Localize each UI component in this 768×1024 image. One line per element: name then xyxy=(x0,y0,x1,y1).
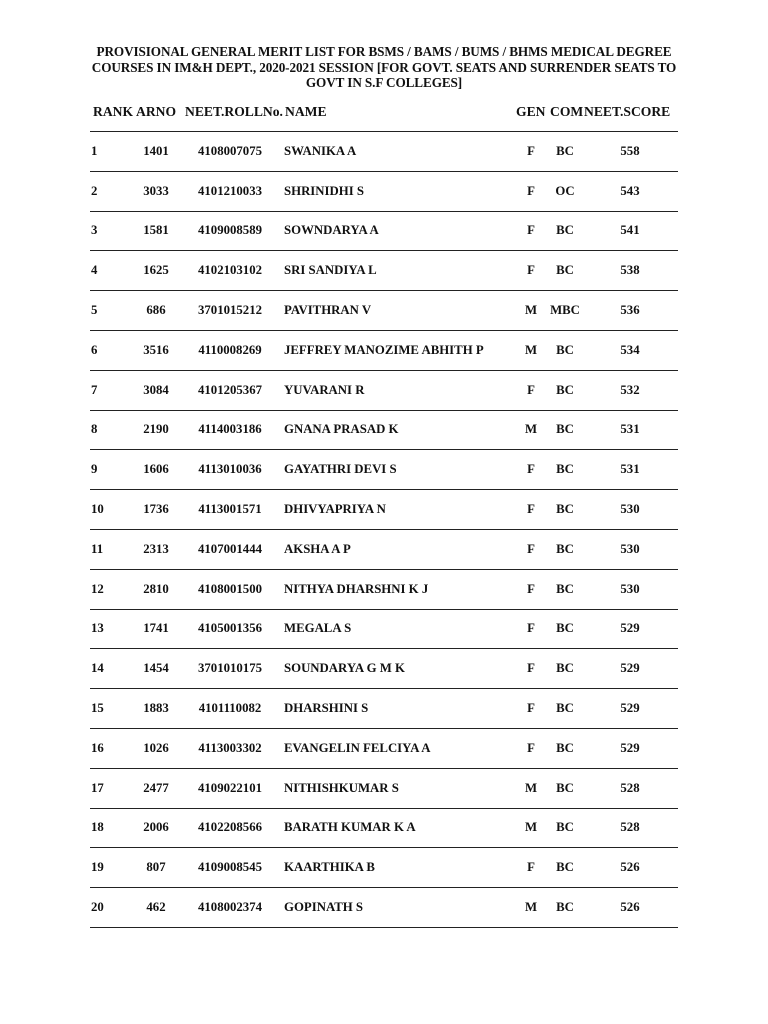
row-neet-score: 529 xyxy=(620,661,640,676)
row-name: PAVITHRAN V xyxy=(284,303,372,318)
row-com: BC xyxy=(556,900,574,915)
row-rank: 8 xyxy=(91,422,98,437)
table-row xyxy=(0,131,768,171)
row-com: BC xyxy=(556,223,574,238)
row-neet-score: 528 xyxy=(620,820,640,835)
table-row xyxy=(0,410,768,450)
row-com: BC xyxy=(556,342,574,357)
row-rank: 13 xyxy=(91,621,104,636)
row-com: BC xyxy=(556,263,574,278)
row-arno: 462 xyxy=(146,900,166,915)
row-gen: F xyxy=(527,143,535,158)
table-row xyxy=(0,529,768,569)
row-com: BC xyxy=(556,541,574,556)
row-neet-score: 529 xyxy=(620,701,640,716)
row-neet-roll: 4108002374 xyxy=(198,900,262,915)
row-gen: F xyxy=(527,223,535,238)
row-rank: 19 xyxy=(91,860,104,875)
row-neet-score: 529 xyxy=(620,621,640,636)
row-neet-roll: 4105001356 xyxy=(198,621,262,636)
title-line-2: COURSES IN IM&H DEPT., 2020-2021 SESSION [FOR GOVT. SEATS AND SURRENDER SEATS TO xyxy=(91,59,677,75)
table-row xyxy=(0,768,768,808)
row-arno: 1026 xyxy=(143,740,169,755)
row-com: BC xyxy=(556,462,574,477)
row-gen: F xyxy=(527,382,535,397)
row-gen: M xyxy=(524,820,538,835)
table-header xyxy=(0,96,768,128)
header-neet-score: NEET.SCORE xyxy=(584,104,671,119)
row-neet-roll: 4109008545 xyxy=(198,860,262,875)
row-neet-score: 532 xyxy=(620,382,640,397)
row-neet-score: 526 xyxy=(620,860,640,875)
row-arno: 2313 xyxy=(143,541,169,556)
table-row xyxy=(0,171,768,211)
row-com: BC xyxy=(556,502,574,517)
row-name: BARATH KUMAR K A xyxy=(284,820,416,835)
row-gen: F xyxy=(527,462,535,477)
row-neet-score: 530 xyxy=(620,541,640,556)
row-neet-score: 558 xyxy=(620,143,640,158)
row-name: SWANIKA A xyxy=(284,143,357,158)
row-neet-roll: 4102208566 xyxy=(198,820,262,835)
row-neet-roll: 4101205367 xyxy=(198,382,262,397)
row-com: BC xyxy=(556,701,574,716)
row-name: MEGALA S xyxy=(284,621,352,636)
row-com: BC xyxy=(556,143,574,158)
row-name: SHRINIDHI S xyxy=(284,183,365,198)
row-com: BC xyxy=(556,621,574,636)
title-line-1: PROVISIONAL GENERAL MERIT LIST FOR BSMS / BAMS / BUMS / BHMS MEDICAL DEGREE xyxy=(96,44,672,59)
row-arno: 2190 xyxy=(143,422,169,437)
row-name: NITHISHKUMAR S xyxy=(284,780,399,795)
row-gen: F xyxy=(527,541,535,556)
row-com: BC xyxy=(556,581,574,596)
row-arno: 1883 xyxy=(143,701,169,716)
row-rank: 1 xyxy=(91,143,98,158)
row-rank: 9 xyxy=(91,462,98,477)
row-gen: F xyxy=(527,740,535,755)
row-neet-roll: 4113003302 xyxy=(198,740,262,755)
header-rank: RANK xyxy=(93,104,134,119)
row-neet-score: 528 xyxy=(620,780,640,795)
row-name: SRI SANDIYA L xyxy=(284,263,377,278)
row-rank: 15 xyxy=(91,701,104,716)
document-title xyxy=(60,44,708,91)
header-arno: ARNO xyxy=(136,104,177,119)
row-arno: 686 xyxy=(146,303,166,318)
row-com: BC xyxy=(556,661,574,676)
row-name: JEFFREY MANOZIME ABHITH P xyxy=(284,342,484,357)
row-neet-roll: 4114003186 xyxy=(198,422,262,437)
table-row xyxy=(0,847,768,887)
header-gen: GEN xyxy=(516,104,546,119)
row-name: DHIVYAPRIYA N xyxy=(284,502,386,517)
row-arno: 1454 xyxy=(143,661,169,676)
row-com: BC xyxy=(556,860,574,875)
row-arno: 3516 xyxy=(143,342,169,357)
row-rank: 6 xyxy=(91,342,98,357)
row-neet-roll: 4109022101 xyxy=(198,780,262,795)
table-row xyxy=(0,887,768,927)
row-gen: M xyxy=(524,342,538,357)
row-neet-score: 530 xyxy=(620,502,640,517)
table-row xyxy=(0,449,768,489)
row-neet-roll: 4102103102 xyxy=(198,263,262,278)
row-name: SOUNDARYA G M K xyxy=(284,661,406,676)
row-neet-score: 530 xyxy=(620,581,640,596)
row-rank: 3 xyxy=(91,223,98,238)
row-gen: F xyxy=(527,502,535,517)
row-arno: 3033 xyxy=(143,183,169,198)
row-com: OC xyxy=(555,183,575,198)
table-row xyxy=(0,370,768,410)
row-neet-score: 529 xyxy=(620,740,640,755)
row-rank: 7 xyxy=(91,382,98,397)
row-gen: F xyxy=(527,661,535,676)
row-name: GAYATHRI DEVI S xyxy=(284,462,397,477)
row-arno: 1741 xyxy=(143,621,169,636)
row-neet-roll: 4107001444 xyxy=(198,541,262,556)
row-arno: 1401 xyxy=(143,143,169,158)
row-neet-roll: 4101210033 xyxy=(198,183,262,198)
row-gen: F xyxy=(527,263,535,278)
row-rank: 16 xyxy=(91,740,104,755)
row-com: BC xyxy=(556,820,574,835)
row-name: GOPINATH S xyxy=(284,900,364,915)
row-name: KAARTHIKA B xyxy=(284,860,375,875)
row-neet-roll: 4110008269 xyxy=(198,342,262,357)
row-arno: 3084 xyxy=(143,382,169,397)
row-gen: F xyxy=(527,183,535,198)
row-gen: F xyxy=(527,860,535,875)
row-gen: F xyxy=(527,621,535,636)
row-neet-score: 543 xyxy=(620,183,640,198)
header-neet-roll: NEET.ROLLNo. xyxy=(185,104,283,119)
row-neet-roll: 4109008589 xyxy=(198,223,262,238)
row-rank: 11 xyxy=(91,541,104,556)
row-name: YUVARANI R xyxy=(284,382,365,397)
row-neet-score: 538 xyxy=(620,263,640,278)
row-rank: 20 xyxy=(91,900,104,915)
row-gen: F xyxy=(527,701,535,716)
row-neet-score: 534 xyxy=(620,342,640,357)
table-row xyxy=(0,489,768,529)
table-row xyxy=(0,211,768,251)
table-row xyxy=(0,688,768,728)
row-arno: 1625 xyxy=(143,263,169,278)
row-name: GNANA PRASAD K xyxy=(284,422,399,437)
row-gen: F xyxy=(527,581,535,596)
row-arno: 807 xyxy=(146,860,166,875)
row-arno: 2006 xyxy=(143,820,169,835)
row-rank: 5 xyxy=(91,303,98,318)
row-rank: 2 xyxy=(91,183,98,198)
row-neet-score: 526 xyxy=(620,900,640,915)
row-neet-score: 531 xyxy=(620,462,640,477)
row-gen: M xyxy=(524,780,538,795)
header-name: NAME xyxy=(285,104,327,119)
table-row xyxy=(0,290,768,330)
table-row xyxy=(0,330,768,370)
row-rank: 18 xyxy=(91,820,104,835)
row-neet-roll: 4108001500 xyxy=(198,581,262,596)
row-rank: 17 xyxy=(91,780,104,795)
row-rank: 12 xyxy=(91,581,104,596)
row-rank: 10 xyxy=(91,502,104,517)
row-divider xyxy=(90,927,678,928)
row-rank: 4 xyxy=(91,263,98,278)
row-arno: 1606 xyxy=(143,462,169,477)
row-com: BC xyxy=(556,780,574,795)
row-neet-roll: 4113001571 xyxy=(198,502,262,517)
title-line-3: GOVT IN S.F COLLEGES] xyxy=(305,75,463,90)
row-name: DHARSHINI S xyxy=(284,701,369,716)
row-neet-roll: 4108007075 xyxy=(198,143,262,158)
row-arno: 1736 xyxy=(143,502,169,517)
row-name: AKSHA A P xyxy=(284,541,351,556)
row-com: MBC xyxy=(550,303,580,318)
row-neet-score: 531 xyxy=(620,422,640,437)
row-arno: 2477 xyxy=(143,780,169,795)
table-row xyxy=(0,609,768,649)
table-row xyxy=(0,808,768,848)
row-neet-roll: 4101110082 xyxy=(198,701,262,716)
table-row xyxy=(0,250,768,290)
table-row xyxy=(0,569,768,609)
row-gen: M xyxy=(524,900,538,915)
row-gen: M xyxy=(524,422,538,437)
row-neet-roll: 4113010036 xyxy=(198,462,262,477)
header-com: COM xyxy=(550,104,584,119)
row-neet-roll: 3701015212 xyxy=(198,303,262,318)
row-name: EVANGELIN FELCIYA A xyxy=(284,740,431,755)
row-com: BC xyxy=(556,382,574,397)
row-arno: 1581 xyxy=(143,223,169,238)
table-row xyxy=(0,728,768,768)
row-neet-score: 541 xyxy=(620,223,640,238)
row-arno: 2810 xyxy=(143,581,169,596)
row-gen: M xyxy=(524,303,538,318)
row-com: BC xyxy=(556,740,574,755)
row-name: SOWNDARYA A xyxy=(284,223,379,238)
table-row xyxy=(0,648,768,688)
row-neet-roll: 3701010175 xyxy=(198,661,262,676)
row-rank: 14 xyxy=(91,661,104,676)
row-com: BC xyxy=(556,422,574,437)
row-neet-score: 536 xyxy=(620,303,640,318)
row-name: NITHYA DHARSHNI K J xyxy=(284,581,429,596)
